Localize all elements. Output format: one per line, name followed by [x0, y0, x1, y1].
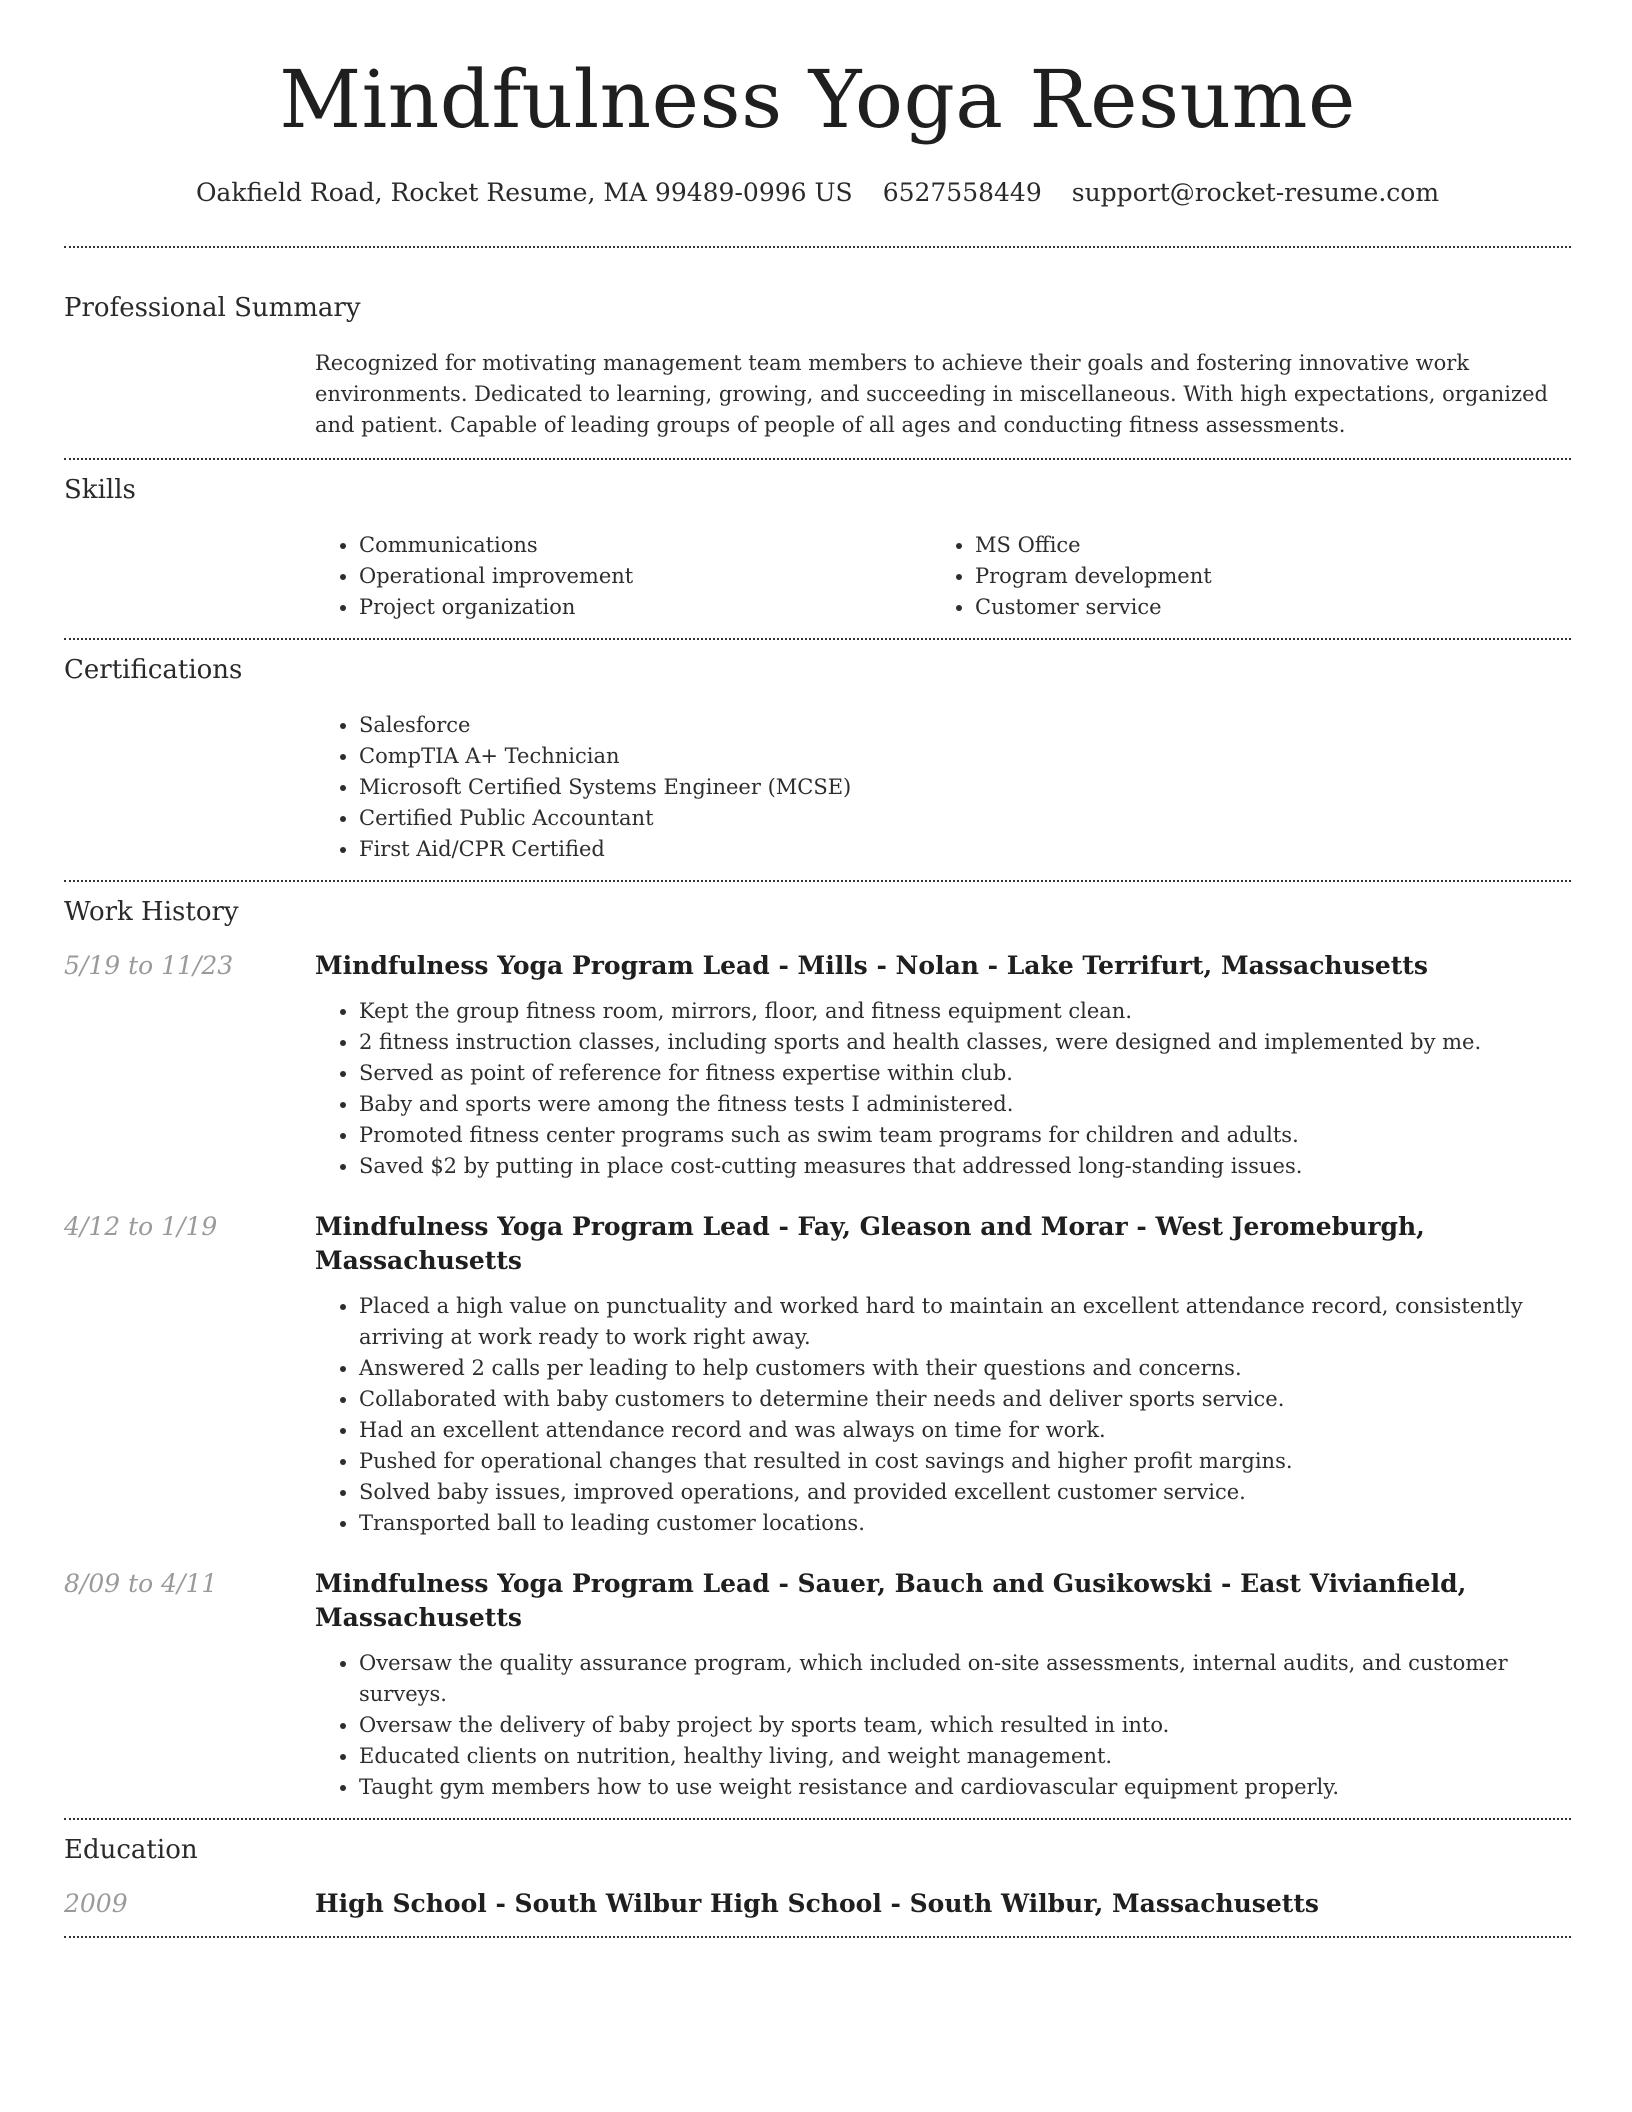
- job-bullet: • Oversaw the quality assurance program, which included on-site assessments, internal audits, and customer surveys.: [359, 1648, 1571, 1710]
- job-bullet: • Pushed for operational changes that resulted in cost savings and higher profit margins.: [359, 1446, 1571, 1477]
- skills-list: [315, 530, 1571, 623]
- skill-item: • Customer service: [975, 592, 1547, 623]
- job-bullet: • Oversaw the delivery of baby project by sports team, which resulted in into.: [359, 1710, 1571, 1741]
- certifications-heading: Certifications: [64, 655, 243, 685]
- contact-email: support@rocket-resume.com: [1071, 178, 1440, 207]
- job-bullet: • Solved baby issues, improved operations, and provided excellent customer service.: [359, 1477, 1571, 1508]
- job-details: [315, 1210, 1571, 1539]
- job-bullet: • Transported ball to leading customer locations.: [359, 1508, 1571, 1539]
- contact-line: [64, 176, 1571, 210]
- certifications-list: [315, 710, 1571, 865]
- divider: [64, 1936, 1571, 1938]
- job-bullet: • Educated clients on nutrition, healthy living, and weight management.: [359, 1741, 1571, 1772]
- education-section: [64, 1820, 1571, 1936]
- skills-column-right: [931, 530, 1547, 623]
- job-bullet: • Promoted fitness center programs such as swim team programs for children and adults.: [359, 1120, 1571, 1151]
- work-history-section: [64, 882, 1571, 1818]
- education-heading: Education: [64, 1835, 198, 1865]
- resume-title: Mindfulness Yoga Resume: [279, 53, 1356, 146]
- certification-item: • Certified Public Accountant: [359, 803, 1571, 834]
- certification-item: • First Aid/CPR Certified: [359, 834, 1571, 865]
- certification-item: • Salesforce: [359, 710, 1571, 741]
- job-title: Mindfulness Yoga Program Lead - Mills - Nolan - Lake Terrifurt, Massachusetts: [315, 951, 1428, 980]
- skill-item: • Program development: [975, 561, 1547, 592]
- skills-section: [64, 460, 1571, 638]
- contact-phone: 6527558449: [882, 178, 1042, 207]
- education-details: [315, 1887, 1571, 1921]
- summary-heading: Professional Summary: [64, 293, 361, 323]
- job-title: Mindfulness Yoga Program Lead - Fay, Gleason and Morar - West Jeromeburgh, Massachusetts: [315, 1212, 1425, 1275]
- job-bullet: • Baby and sports were among the fitness tests I administered.: [359, 1089, 1571, 1120]
- job-bullet: • 2 fitness instruction classes, including sports and health classes, were designed and implemented by me.: [359, 1027, 1571, 1058]
- job-entry: [64, 949, 1571, 1182]
- job-bullet: • Answered 2 calls per leading to help customers with their questions and concerns.: [359, 1353, 1571, 1384]
- job-dates: 8/09 to 4/11: [64, 1569, 218, 1598]
- job-bullet: • Served as point of reference for fitness expertise within club.: [359, 1058, 1571, 1089]
- job-bullet: • Kept the group fitness room, mirrors, floor, and fitness equipment clean.: [359, 996, 1571, 1027]
- education-entry: [64, 1887, 1571, 1921]
- skills-heading: Skills: [64, 475, 136, 505]
- education-year: 2009: [64, 1889, 128, 1918]
- job-details: [315, 1567, 1571, 1803]
- summary-section: [64, 248, 1571, 458]
- job-bullet: • Collaborated with baby customers to determine their needs and deliver sports service.: [359, 1384, 1571, 1415]
- job-details: [315, 949, 1571, 1182]
- contact-address: Oakfield Road, Rocket Resume, MA 99489-0996 US: [195, 178, 853, 207]
- job-bullet: • Taught gym members how to use weight resistance and cardiovascular equipment properly.: [359, 1772, 1571, 1803]
- job-bullet: • Had an excellent attendance record and was always on time for work.: [359, 1415, 1571, 1446]
- job-bullet: • Placed a high value on punctuality and worked hard to maintain an excellent attendance record, consistently arriving at work ready to work right away.: [359, 1291, 1571, 1353]
- job-title: Mindfulness Yoga Program Lead - Sauer, Bauch and Gusikowski - East Vivianfield, Massachusetts: [315, 1569, 1467, 1632]
- certification-item: • Microsoft Certified Systems Engineer (MCSE): [359, 772, 1571, 803]
- job-dates: 4/12 to 1/19: [64, 1212, 218, 1241]
- skill-item: • Project organization: [359, 592, 931, 623]
- job-entry: [64, 1210, 1571, 1539]
- skill-item: • MS Office: [975, 530, 1547, 561]
- skill-item: • Operational improvement: [359, 561, 931, 592]
- job-bullet: • Saved $2 by putting in place cost-cutting measures that addressed long-standing issues.: [359, 1151, 1571, 1182]
- certifications-section: [64, 640, 1571, 880]
- education-title: High School - South Wilbur High School - South Wilbur, Massachusetts: [315, 1889, 1319, 1918]
- job-entry: [64, 1567, 1571, 1803]
- skill-item: • Communications: [359, 530, 931, 561]
- job-dates: 5/19 to 11/23: [64, 951, 234, 980]
- summary-text: Recognized for motivating management team members to achieve their goals and fostering innovative work environments. Dedicated to learning, growing, and succeeding in miscellaneous. With high expectations, organized and patient. Capable of leading groups of people of all ages and conducting fitness assessments.: [315, 351, 1548, 437]
- skills-column-left: [315, 530, 931, 623]
- resume-page: [64, 0, 1571, 1938]
- work-history-heading: Work History: [64, 897, 239, 927]
- certification-item: • CompTIA A+ Technician: [359, 741, 1571, 772]
